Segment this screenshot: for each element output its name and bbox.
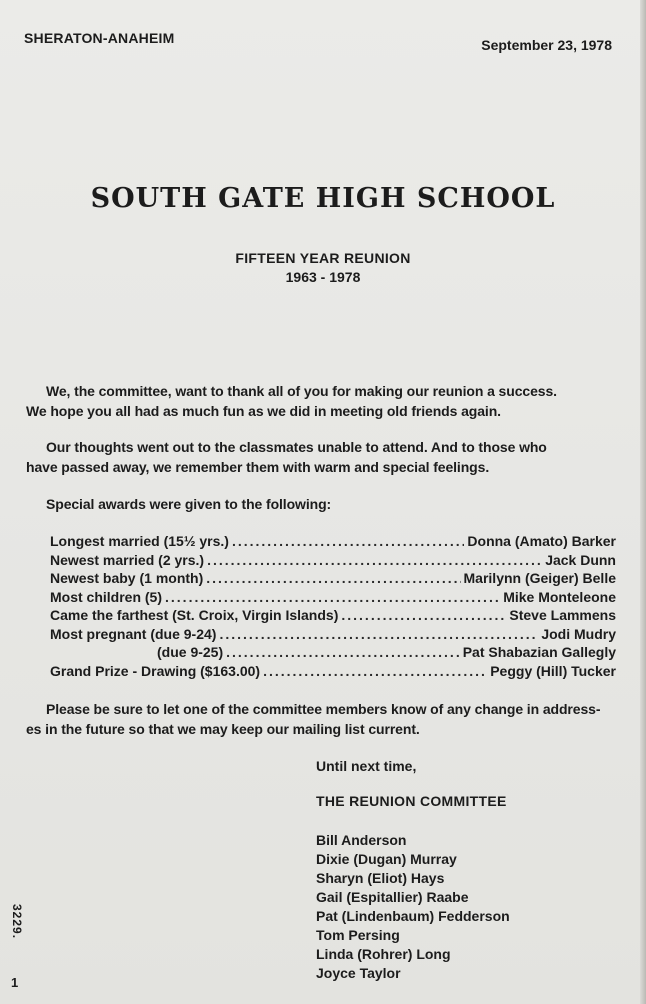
- committee-member: Sharyn (Eliot) Hays: [316, 870, 445, 886]
- dot-leader: [226, 644, 460, 660]
- award-label: Grand Prize - Drawing ($163.00): [50, 662, 261, 679]
- committee-members: [316, 831, 510, 983]
- dot-leader: [263, 663, 487, 679]
- award-label: Newest married (2 yrs.): [50, 551, 205, 568]
- award-winner: Mike Monteleone: [503, 588, 616, 605]
- margin-stamp-code: 3229.: [10, 904, 24, 940]
- committee-member: Joyce Taylor: [316, 965, 401, 981]
- committee-title: THE REUNION COMMITTEE: [316, 793, 507, 809]
- event-years: 1963 - 1978: [285, 269, 361, 285]
- award-winner: Steve Lammens: [509, 607, 616, 623]
- dot-leader: [165, 589, 500, 605]
- committee-member: Tom Persing: [316, 927, 400, 943]
- award-winner: Donna (Amato) Barker: [467, 533, 616, 549]
- remembrance-line-1: Our thoughts went out to the classmates unable to attend. And to those who: [46, 439, 547, 455]
- event-title: FIFTEEN YEAR REUNION: [235, 250, 411, 266]
- award-label: Most pregnant (due 9-24): [50, 625, 217, 642]
- thanks-paragraph: [26, 382, 618, 421]
- page-edge-shadow: [640, 0, 646, 1004]
- mailing-paragraph: [26, 700, 618, 739]
- dot-leader: [219, 626, 538, 642]
- remembrance-line-2: have passed away, we remember them with warm and special feelings.: [26, 458, 490, 475]
- award-row: [50, 607, 616, 626]
- mailing-line-2: es in the future so that we may keep our mailing list current.: [26, 720, 420, 737]
- award-label: Came the farthest (St. Croix, Virgin Islands): [50, 607, 339, 623]
- award-row: [50, 589, 616, 608]
- committee-member: Dixie (Dugan) Murray: [316, 851, 457, 867]
- venue-name: SHERATON-ANAHEIM: [24, 30, 175, 46]
- committee-member: Gail (Espitallier) Raabe: [316, 889, 469, 905]
- dot-leader: [206, 570, 460, 586]
- award-row: [50, 552, 616, 571]
- dot-leader: [341, 607, 506, 623]
- award-label: (due 9-25): [157, 644, 224, 660]
- thanks-line-2: We hope you all had as much fun as we did in meeting old friends again.: [26, 402, 501, 419]
- award-winner: Jack Dunn: [545, 551, 616, 568]
- remembrance-paragraph: [26, 438, 618, 477]
- award-winner: Peggy (Hill) Tucker: [490, 662, 616, 679]
- margin-stamp-number: 1: [11, 975, 19, 990]
- award-winner: Jodi Mudry: [541, 625, 616, 642]
- committee-member: Linda (Rohrer) Long: [316, 946, 451, 962]
- event-date: September 23, 1978: [481, 37, 612, 53]
- awards-intro: Special awards were given to the following:: [46, 496, 332, 512]
- award-row: [50, 663, 616, 682]
- award-winner: Marilynn (Geiger) Belle: [463, 570, 616, 586]
- committee-member: Pat (Lindenbaum) Fedderson: [316, 908, 510, 924]
- award-label: Most children (5): [50, 588, 163, 605]
- award-row: [50, 570, 616, 589]
- award-row: [50, 533, 616, 552]
- award-label: Newest baby (1 month): [50, 570, 204, 586]
- mailing-line-1: Please be sure to let one of the committee members know of any change in address-: [46, 701, 601, 717]
- thanks-line-1: We, the committee, want to thank all of you for making our reunion a success.: [46, 383, 557, 399]
- school-title: SOUTH GATE HIGH SCHOOL: [90, 183, 556, 214]
- dot-leader: [207, 552, 542, 568]
- committee-member: Bill Anderson: [316, 832, 407, 848]
- awards-list: [50, 533, 616, 681]
- dot-leader: [232, 533, 464, 549]
- award-winner: Pat Shabazian Gallegly: [462, 644, 616, 660]
- award-row: [50, 626, 616, 645]
- award-row: [50, 644, 616, 663]
- award-label: Longest married (15½ yrs.): [50, 533, 229, 549]
- signoff: Until next time,: [316, 758, 417, 774]
